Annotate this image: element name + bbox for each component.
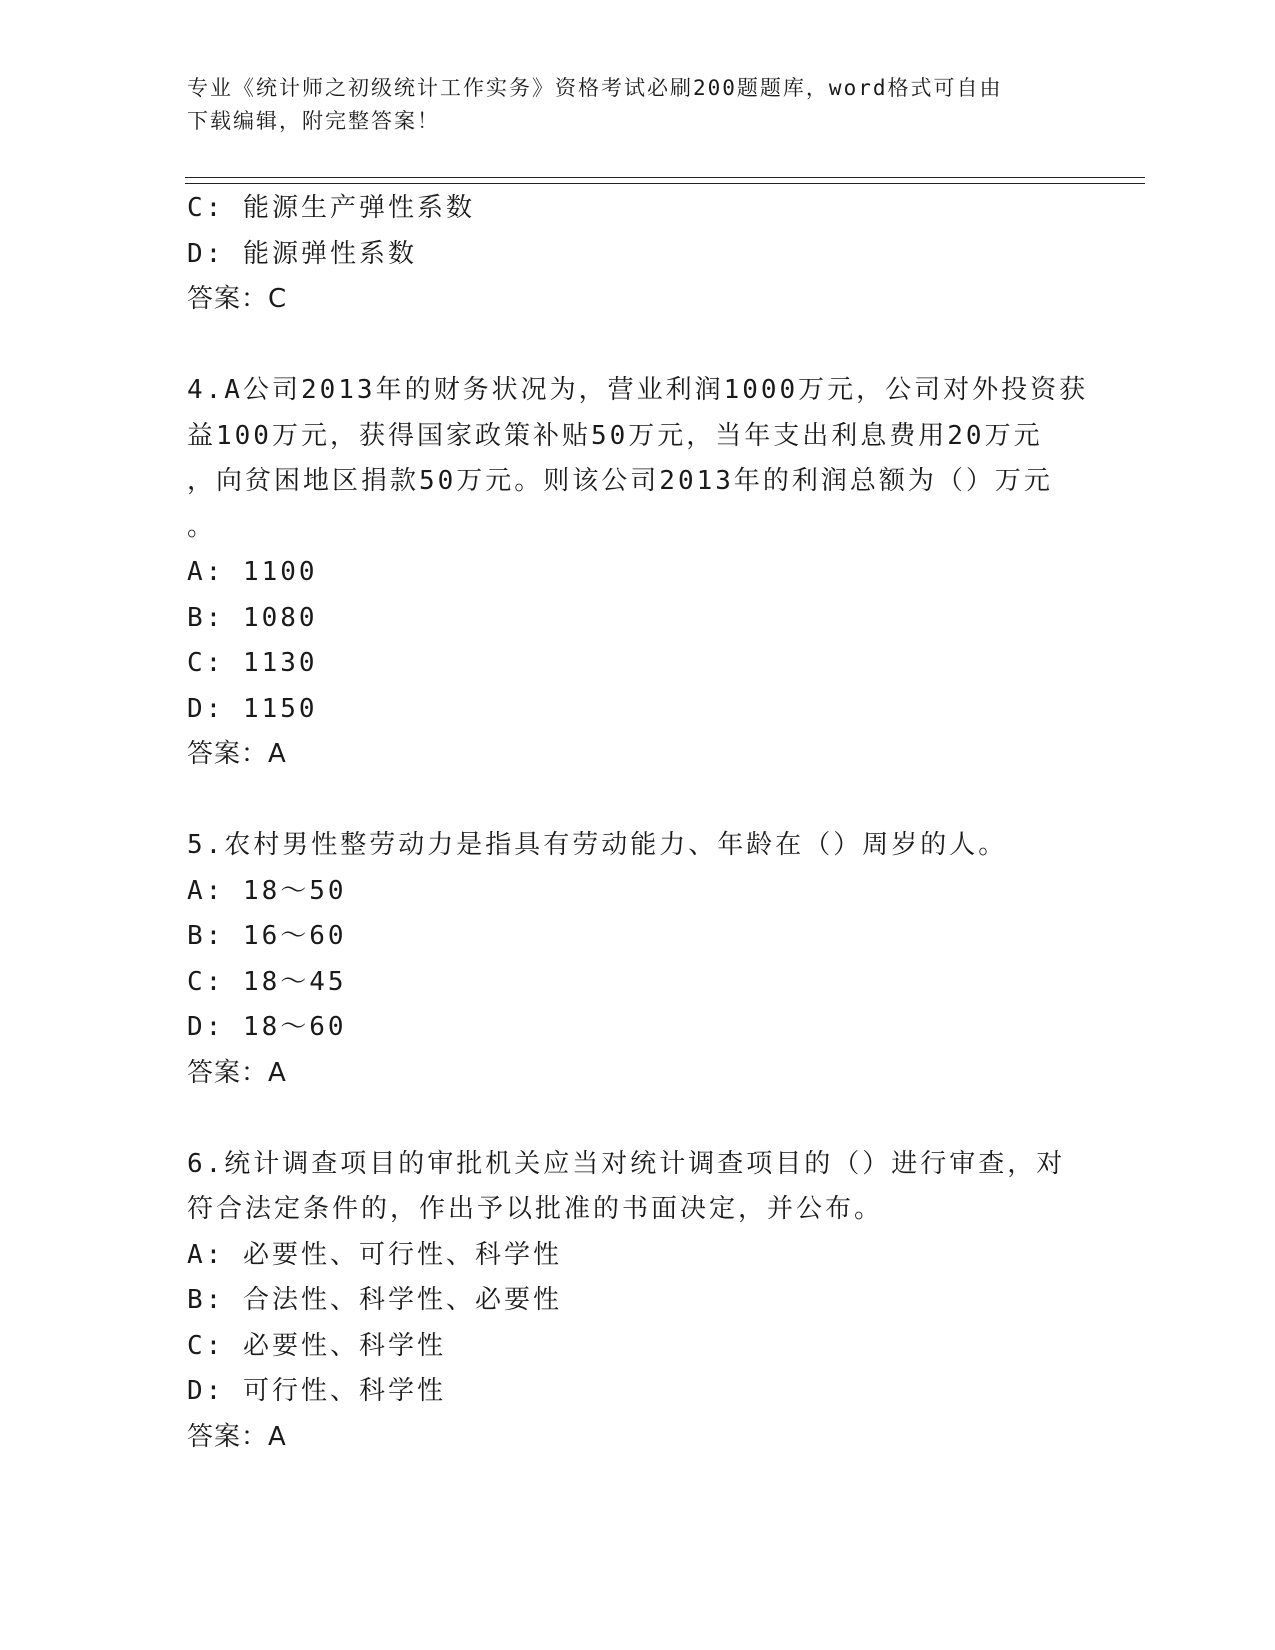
spacer xyxy=(187,1096,1087,1142)
question-stem xyxy=(187,1142,1087,1233)
question-3-tail xyxy=(187,186,1087,323)
option-a: A: 18～50 xyxy=(187,875,347,906)
option-b: B: 合法性、科学性、必要性 xyxy=(187,1285,562,1315)
stem-line: 6.统计调查项目的审批机关应当对统计调查项目的（）进行审查，对 xyxy=(187,1148,1066,1179)
header-line-2: 下载编辑，附完整答案！ xyxy=(187,109,440,133)
header-line-1: 专业《统计师之初级统计工作实务》资格考试必刷200题题库，word格式可自由 xyxy=(187,76,1003,100)
spacer xyxy=(187,323,1087,369)
stem-line: 5.农村男性整劳动力是指具有劳动能力、年龄在（）周岁的人。 xyxy=(187,830,1008,860)
option-c: C: 18～45 xyxy=(187,966,347,997)
stem-line: 符合法定条件的，作出予以批准的书面决定，并公布。 xyxy=(187,1194,884,1224)
stem-line: 。 xyxy=(187,511,217,542)
option-d: D: 可行性、科学性 xyxy=(187,1376,446,1406)
header-divider-bottom xyxy=(185,183,1145,184)
option-d: D: 1150 xyxy=(187,693,318,724)
option-b: B: 16～60 xyxy=(187,921,347,951)
stem-line: 4.A公司2013年的财务状况为，营业利润1000万元，公司对外投资获 xyxy=(187,375,1089,405)
spacer xyxy=(187,778,1087,824)
answer: 答案：A xyxy=(187,739,287,769)
option-b: B: 1080 xyxy=(187,602,318,633)
header-divider-top xyxy=(185,177,1145,178)
answer: 答案：C xyxy=(187,284,288,314)
question-list xyxy=(187,186,1087,1460)
option-c: C: 1130 xyxy=(187,648,318,678)
stem-line: ，向贫困地区捐款50万元。则该公司2013年的利润总额为（）万元 xyxy=(187,466,1053,496)
page-header xyxy=(187,72,1067,138)
answer: 答案：A xyxy=(187,1057,287,1088)
question-stem xyxy=(187,368,1087,550)
option-a: A: 1100 xyxy=(187,557,318,587)
option-c: C: 必要性、科学性 xyxy=(187,1330,446,1361)
option-a: A: 必要性、可行性、科学性 xyxy=(187,1239,562,1270)
question-4 xyxy=(187,368,1087,778)
option-d: D: 能源弹性系数 xyxy=(187,238,417,269)
answer: 答案：A xyxy=(187,1421,287,1452)
stem-line: 益100万元，获得国家政策补贴50万元，当年支出利息费用20万元 xyxy=(187,420,1043,451)
question-6 xyxy=(187,1142,1087,1461)
option-d: D: 18～60 xyxy=(187,1012,347,1042)
question-5 xyxy=(187,823,1087,1096)
option-c: C: 能源生产弹性系数 xyxy=(187,193,475,223)
question-stem xyxy=(187,823,1087,869)
